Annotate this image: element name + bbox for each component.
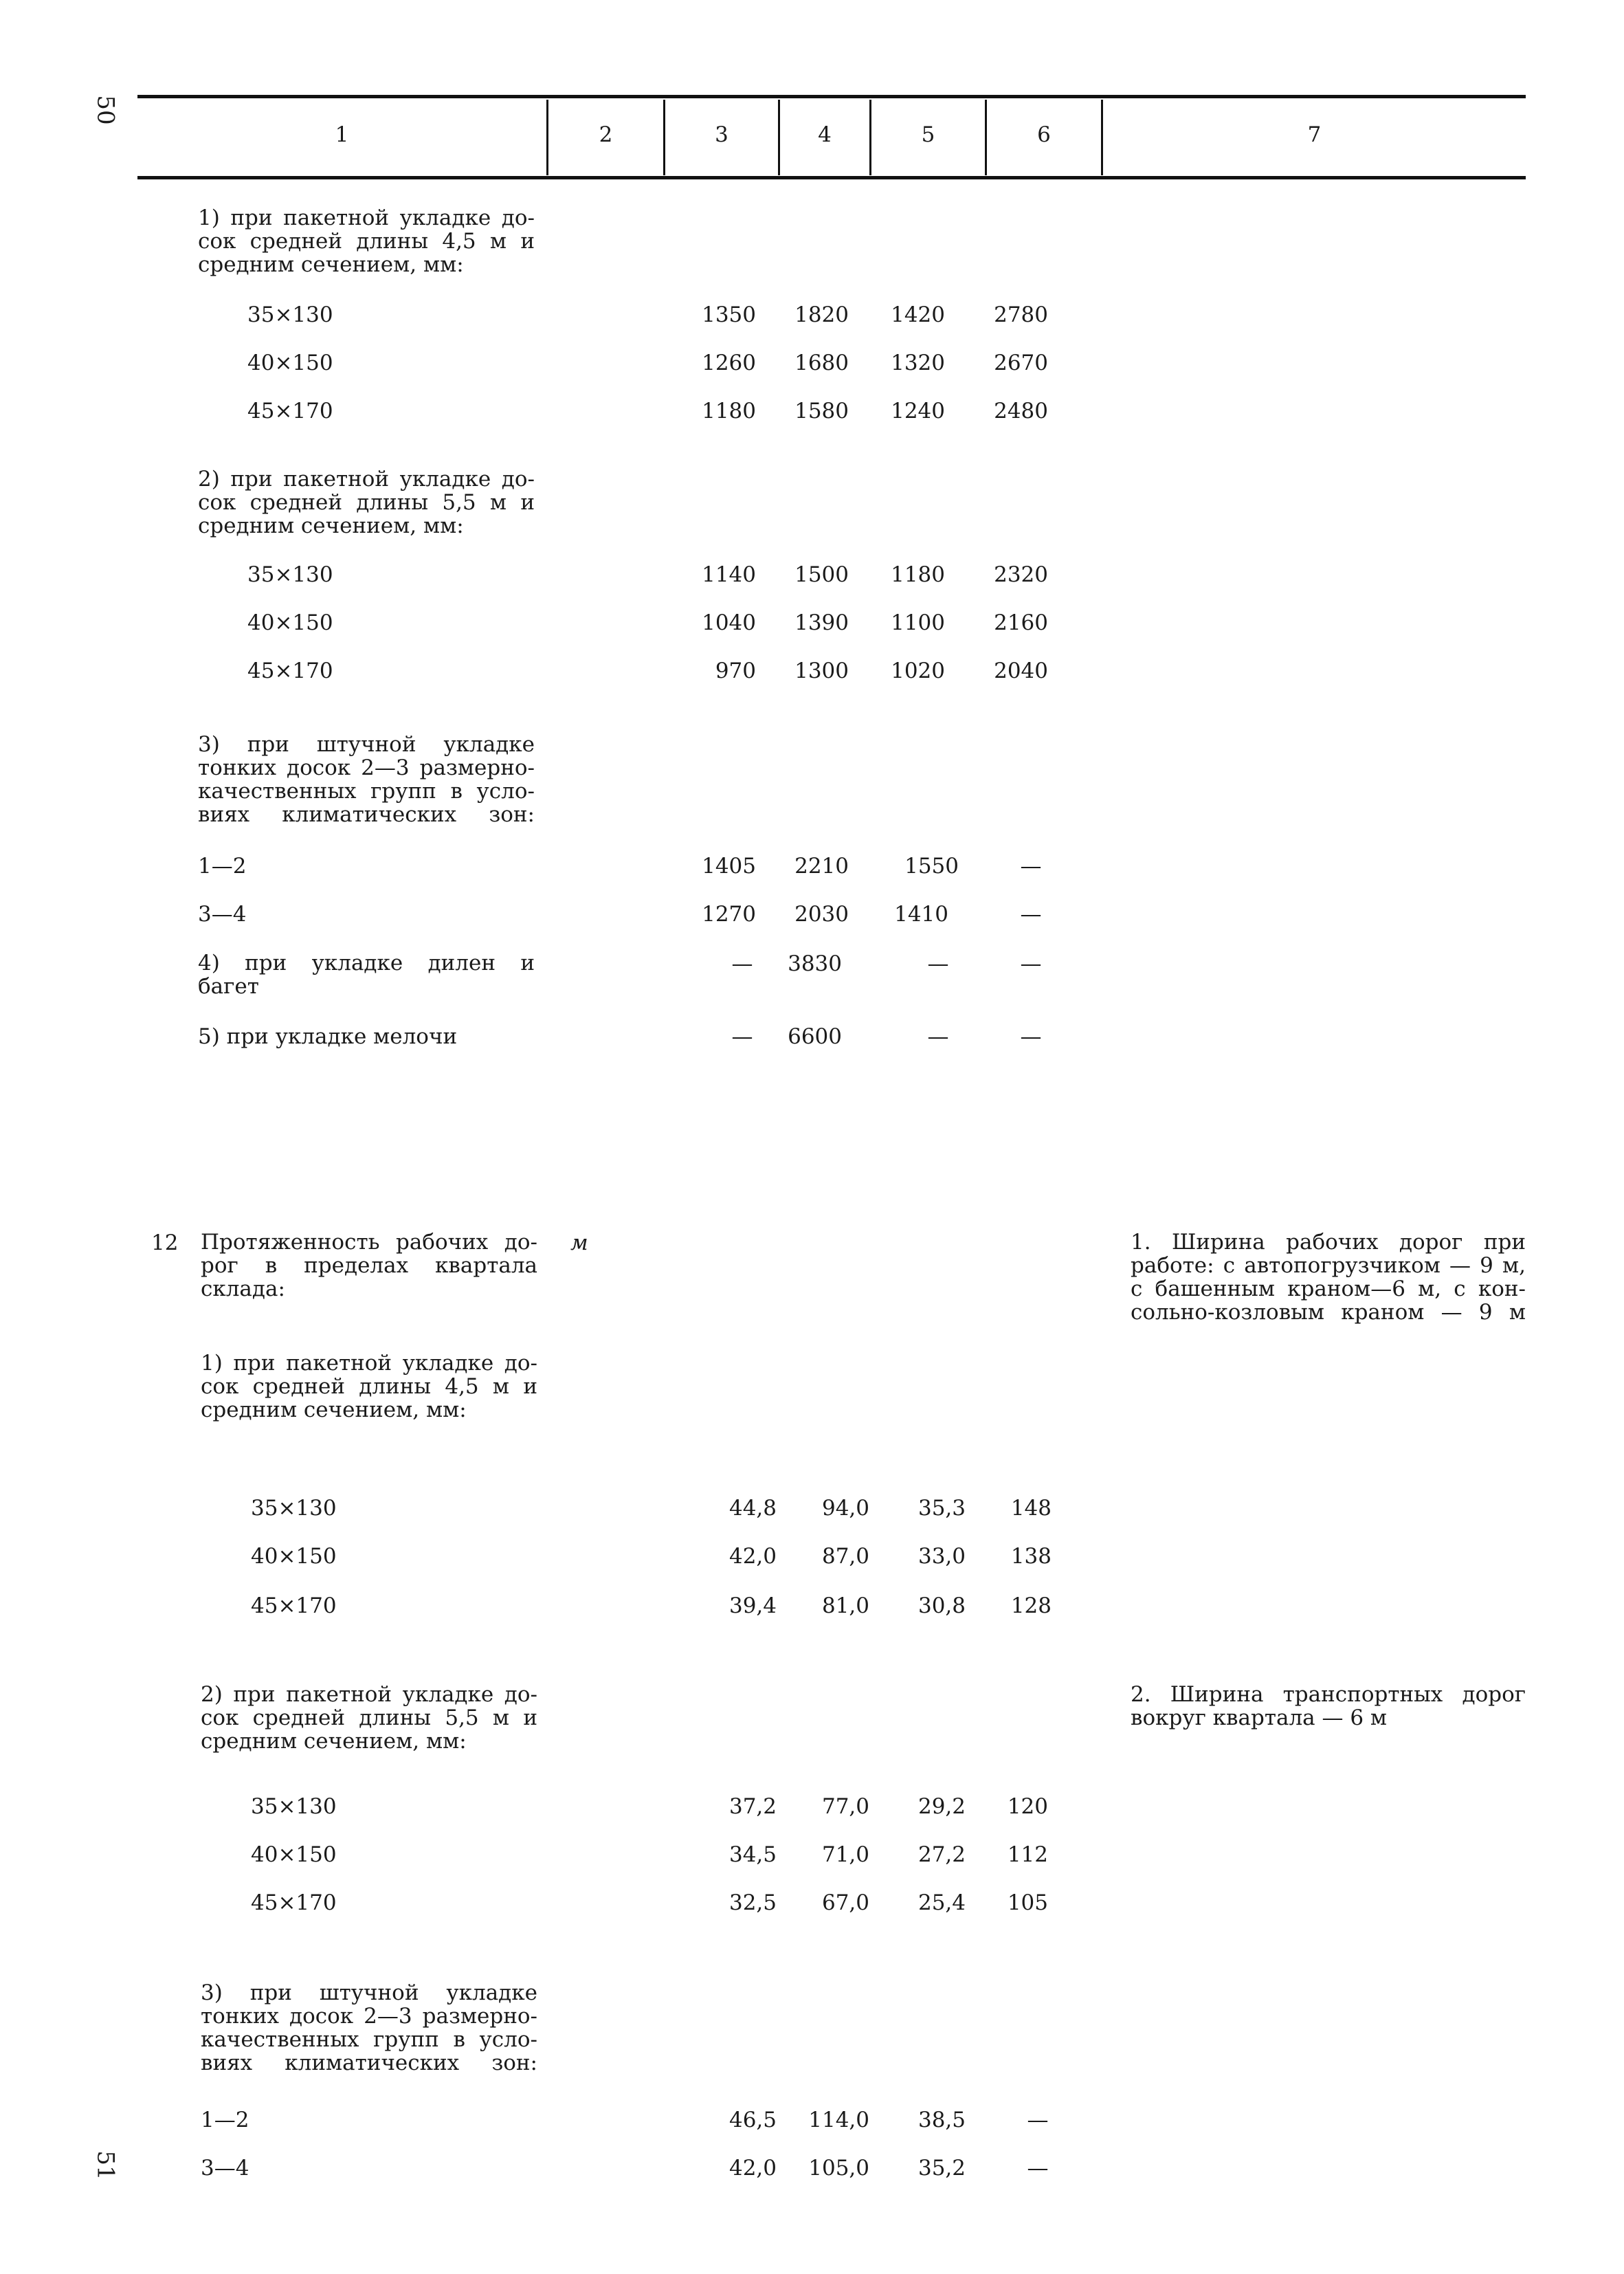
s1-g1-r2-c6: 2670 bbox=[994, 351, 1048, 375]
s1-item5-label: 5) при укладке мелочи bbox=[198, 1024, 458, 1049]
s1-item4-label: 4) при укладке дилен и багет bbox=[198, 951, 535, 999]
s12-g2-r1-label: 35×130 bbox=[251, 1794, 337, 1819]
s12-g1-r1-c6: 148 bbox=[1010, 1496, 1052, 1521]
s1-g3-r2-label: 3—4 bbox=[198, 902, 247, 927]
s12-g2-r2-c4: 71,0 bbox=[821, 1842, 869, 1867]
s12-g1-r1-c4: 94,0 bbox=[821, 1496, 869, 1521]
s1-g3-r2-c4: 2030 bbox=[794, 902, 849, 927]
s1-g1-r2-c4: 1680 bbox=[794, 351, 849, 375]
s1-g1-r1-c5: 1420 bbox=[891, 302, 945, 327]
col-header-7: 7 bbox=[1307, 122, 1322, 147]
s1-item5-c6: — bbox=[1020, 1024, 1042, 1049]
s12-g1-r1-c5: 35,3 bbox=[917, 1496, 966, 1521]
s1-g2-r1-c5: 1180 bbox=[891, 562, 945, 587]
page-number-bottom: 51 bbox=[91, 2150, 120, 2181]
s1-item5-c5: — bbox=[927, 1024, 949, 1049]
s12-g1-r2-label: 40×150 bbox=[251, 1544, 337, 1569]
s1-item5-c3: — bbox=[731, 1024, 753, 1049]
col-header-3: 3 bbox=[715, 122, 728, 147]
s1-g2-r3-c6: 2040 bbox=[994, 659, 1048, 683]
s1-g1-r1-c6: 2780 bbox=[994, 302, 1048, 327]
s1-g2-r1-label: 35×130 bbox=[247, 562, 333, 587]
s1-item5-c4: 6600 bbox=[788, 1024, 842, 1049]
s1-item4-c3: — bbox=[731, 951, 753, 976]
s12-g1-r1-c3: 44,8 bbox=[728, 1496, 777, 1521]
s12-g3-r2-c5: 35,2 bbox=[917, 2156, 966, 2181]
s1-g3-r1-c3: 1405 bbox=[702, 854, 756, 879]
s12-g2-r3-c6: 105 bbox=[1007, 1890, 1048, 1915]
s1-g3-r1-label: 1—2 bbox=[198, 854, 247, 879]
s1-g2-r3-c4: 1300 bbox=[794, 659, 849, 683]
col-header-4: 4 bbox=[818, 122, 832, 147]
s1-g3-r2-c3: 1270 bbox=[702, 902, 756, 927]
s12-g3-r2-c6: — bbox=[1027, 2156, 1049, 2181]
s12-g1-r3-c3: 39,4 bbox=[728, 1593, 777, 1618]
s12-g3-r1-c3: 46,5 bbox=[728, 2108, 777, 2132]
s1-group2-heading: 2) при пакетной укладке до- сок средней длины 5,5 м и средним сечением, мм: bbox=[198, 467, 535, 538]
s12-g2-r1-c4: 77,0 bbox=[821, 1794, 869, 1819]
s12-g3-r1-c4: 114,0 bbox=[808, 2108, 869, 2132]
s12-g1-r2-c6: 138 bbox=[1010, 1544, 1052, 1569]
s12-g2-r3-c3: 32,5 bbox=[728, 1890, 777, 1915]
s1-g3-r1-c5: 1550 bbox=[904, 854, 959, 879]
s1-g1-r1-c3: 1350 bbox=[702, 302, 756, 327]
col-header-2: 2 bbox=[599, 122, 613, 147]
s1-g2-r1-c4: 1500 bbox=[794, 562, 849, 587]
s1-g2-r3-c3: 970 bbox=[715, 659, 756, 683]
s12-group1-heading: 1) при пакетной укладке до- сок средней длины 4,5 м и средним сечением, мм: bbox=[201, 1351, 537, 1422]
s1-g2-r2-c3: 1040 bbox=[702, 610, 756, 635]
s12-g1-r3-c6: 128 bbox=[1010, 1593, 1052, 1618]
s12-note2: 2. Ширина транспортных дорог вокруг квартала — 6 м bbox=[1131, 1682, 1526, 1730]
s12-number: 12 bbox=[151, 1230, 179, 1255]
s12-g2-r2-label: 40×150 bbox=[251, 1842, 337, 1867]
s1-item4-c4: 3830 bbox=[788, 951, 842, 976]
s1-group3-heading: 3) при штучной укладке тонких досок 2—3 размерно- качественных групп в усло- виях климатических зон: bbox=[198, 732, 535, 827]
s12-g1-r2-c4: 87,0 bbox=[821, 1544, 869, 1569]
s12-note1: 1. Ширина рабочих дорог при работе: с автопогрузчиком — 9 м, с башенным краном—6 м, с кон- сольно-козловым краном — 9 м bbox=[1131, 1230, 1526, 1325]
s12-g2-r1-c3: 37,2 bbox=[728, 1794, 777, 1819]
s1-item4-c5: — bbox=[927, 951, 949, 976]
s12-g1-r3-c5: 30,8 bbox=[917, 1593, 966, 1618]
s12-g3-r2-c3: 42,0 bbox=[728, 2156, 777, 2181]
s12-group2-heading: 2) при пакетной укладке до- сок средней длины 5,5 м и средним сечением, мм: bbox=[201, 1682, 537, 1754]
page-number-top: 50 bbox=[91, 95, 120, 125]
s1-g1-r2-c3: 1260 bbox=[702, 351, 756, 375]
s1-g1-r1-label: 35×130 bbox=[247, 302, 333, 327]
s1-group1-heading: 1) при пакетной укладке до- сок средней длины 4,5 м и средним сечением, мм: bbox=[198, 206, 535, 277]
s12-g1-r3-label: 45×170 bbox=[251, 1593, 337, 1618]
col-header-5: 5 bbox=[921, 122, 935, 147]
s12-g2-r1-c6: 120 bbox=[1007, 1794, 1048, 1819]
s1-g2-r1-c3: 1140 bbox=[702, 562, 756, 587]
s1-g1-r3-c6: 2480 bbox=[994, 399, 1048, 423]
s12-g1-r2-c5: 33,0 bbox=[917, 1544, 966, 1569]
header-bottom-rule bbox=[137, 176, 1526, 179]
s1-g1-r2-label: 40×150 bbox=[247, 351, 333, 375]
s12-g1-r3-c4: 81,0 bbox=[821, 1593, 869, 1618]
s1-g1-r3-c3: 1180 bbox=[702, 399, 756, 423]
s12-group3-heading: 3) при штучной укладке тонких досок 2—3 размерно- качественных групп в усло- виях климатических зон: bbox=[201, 1980, 537, 2075]
s12-title: Протяженность рабочих до- рог в пределах квартала склада: bbox=[201, 1230, 537, 1301]
s12-g2-r2-c3: 34,5 bbox=[728, 1842, 777, 1867]
s12-g3-r2-c4: 105,0 bbox=[808, 2156, 869, 2181]
s12-g2-r1-c5: 29,2 bbox=[917, 1794, 966, 1819]
s1-g3-r2-c5: 1410 bbox=[894, 902, 948, 927]
s12-g3-r1-label: 1—2 bbox=[201, 2108, 249, 2132]
s1-g2-r2-c6: 2160 bbox=[994, 610, 1048, 635]
s12-g2-r3-c5: 25,4 bbox=[917, 1890, 966, 1915]
s1-g2-r3-label: 45×170 bbox=[247, 659, 333, 683]
s1-g3-r1-c4: 2210 bbox=[794, 854, 849, 879]
s12-g2-r3-label: 45×170 bbox=[251, 1890, 337, 1915]
s1-g1-r1-c4: 1820 bbox=[794, 302, 849, 327]
s1-g1-r2-c5: 1320 bbox=[891, 351, 945, 375]
s1-item4-c6: — bbox=[1020, 951, 1042, 976]
s1-g2-r2-c4: 1390 bbox=[794, 610, 849, 635]
col-header-6: 6 bbox=[1037, 122, 1051, 147]
s1-g2-r2-c5: 1100 bbox=[891, 610, 945, 635]
s1-g1-r3-c4: 1580 bbox=[794, 399, 849, 423]
s1-g1-r3-c5: 1240 bbox=[891, 399, 945, 423]
s1-g2-r3-c5: 1020 bbox=[891, 659, 945, 683]
s12-g3-r1-c6: — bbox=[1027, 2108, 1049, 2132]
s12-g3-r1-c5: 38,5 bbox=[917, 2108, 966, 2132]
s12-g1-r2-c3: 42,0 bbox=[728, 1544, 777, 1569]
s12-g2-r2-c5: 27,2 bbox=[917, 1842, 966, 1867]
s1-g2-r1-c6: 2320 bbox=[994, 562, 1048, 587]
s12-unit: м bbox=[570, 1230, 588, 1255]
s1-g2-r2-label: 40×150 bbox=[247, 610, 333, 635]
s1-g1-r3-label: 45×170 bbox=[247, 399, 333, 423]
s1-g3-r1-c6: — bbox=[1020, 854, 1042, 879]
s12-g2-r3-c4: 67,0 bbox=[821, 1890, 869, 1915]
header-top-rule bbox=[137, 95, 1526, 98]
col-header-1: 1 bbox=[335, 122, 349, 147]
s12-g1-r1-label: 35×130 bbox=[251, 1496, 337, 1521]
s12-g3-r2-label: 3—4 bbox=[201, 2156, 249, 2181]
s1-g3-r2-c6: — bbox=[1020, 902, 1042, 927]
s12-g2-r2-c6: 112 bbox=[1007, 1842, 1048, 1867]
